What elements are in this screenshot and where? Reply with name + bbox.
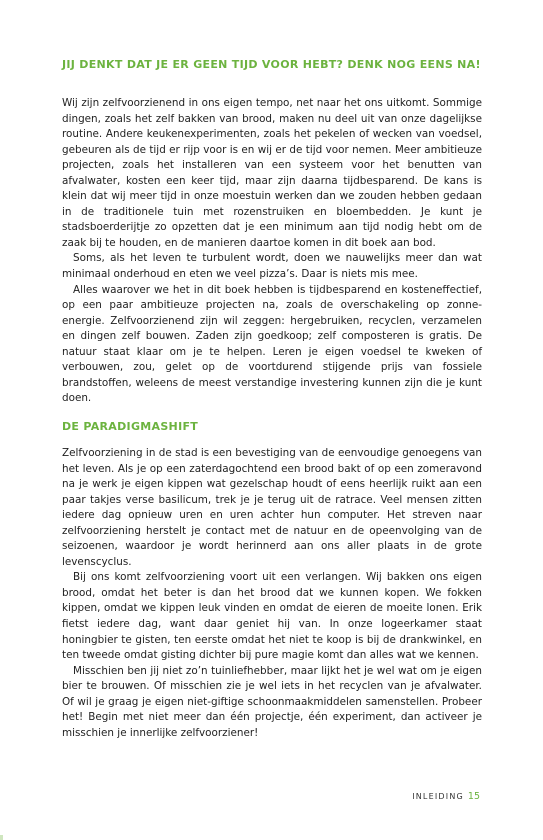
edge-mark	[0, 835, 3, 840]
page-footer	[412, 791, 480, 802]
paragraph: Zelfvoorziening in de stad is een bevestiging van de eenvoudige genoegens van het leven. Als je op een zaterdagochtend een brood bakt of op een zomeravond na je werk je eigen kippen wat gezelschap houdt of eens heerlijk ruikt aan een paar takjes verse basilicum, trek je je terug uit de ratrace. Veel mensen zitten iedere dag opnieuw uren en uren achter hun computer. Het streven naar zelfvoorziening herstelt je contact met de natuur en de opeenvolging van de seizoenen, waardoor je wordt herinnerd aan ons aller plaats in de grote levenscyclus.	[62, 447, 482, 568]
section-body-paradigm	[62, 446, 482, 741]
paragraph: Misschien ben jij niet zo’n tuinliefhebber, maar lijkt het je wel wat om je eigen bier te brouwen. Of misschien zie je wel iets in het recyclen van je afvalwater. Of wil je graag je eigen niet-giftige schoonmaakmiddelen samenstellen. Probeer het! Begin met niet meer dan één projectje, één experiment, dan activeer je misschien je innerlijke zelfvoorziener!	[62, 664, 482, 739]
paragraph: Alles waarover we het in dit boek hebben is tijdbesparend en kosteneffectief, op een paar ambitieuze projecten na, zoals de overschakeling op zonne-energie. Zelfvoorzienend zijn wil zeggen: hergebruiken, recyclen, verzamelen en dingen zelf bouwen. Zaden zijn goedkoop; zelf composteren is gratis. De natuur staat klaar om je te helpen. Leren je eigen voedsel te kweken of verbouwen, zou, gelet op de voortdurend stijgende prijs van fossiele brandstoffen, weleens de meest verstandige investering kunnen zijn die je kunt doen.	[62, 283, 482, 405]
paragraph: Wij zijn zelfvoorzienend in ons eigen tempo, net naar het ons uitkomt. Sommige dingen, zoals het zelf bakken van brood, maken nu deel uit van onze dagelijkse routine. Andere keukenexperimenten, zoals het pekelen of wecken van voedsel, gebeuren als de tijd er rijp voor is en wij er de tijd voor nemen. Meer ambitieuze projecten, zoals het installeren van een systeem voor het benutten van afvalwater, kosten een keer tijd, maar zijn daarna tijdbesparend. De kans is klein dat wij meer tijd in onze moestuin werken dan we zouden hebben gedaan in de traditionele tuin met rozenstruiken en bloembedden. Je kunt je stadsboerderijtje zo opzetten dat je een minimum aan tijd nodig hebt om de zaak bij te houden, en de manieren daartoe komen in dit boek aan bod.	[62, 97, 482, 249]
running-section-label: INLEIDING	[412, 792, 464, 801]
paragraph: Soms, als het leven te turbulent wordt, doen we nauwelijks meer dan wat minimaal onderhoud en eten we veel pizza’s. Daar is niets mis mee.	[62, 252, 482, 281]
section-heading-time: JIJ DENKT DAT JE ER GEEN TIJD VOOR HEBT? DENK NOG EENS NA!	[62, 58, 481, 71]
page-number: 15	[467, 791, 480, 802]
section-heading-paradigm: DE PARADIGMASHIFT	[62, 420, 199, 433]
paragraph: Bij ons komt zelfvoorziening voort uit een verlangen. Wij bakken ons eigen brood, omdat het beter is dan het brood dat we kunnen kopen. We fokken kippen, omdat we kippen leuk vinden en omdat de eieren de moeite lonen. Erik fietst iedere dag, want daar geniet hij van. In onze logeerkamer staat honingbier te gisten, ten eerste omdat het niet te koop is bij de drankwinkel, en ten tweede omdat gisting dichter bij pure magie komt dan alles wat we kennen.	[62, 571, 482, 662]
section-body-time	[62, 96, 482, 407]
